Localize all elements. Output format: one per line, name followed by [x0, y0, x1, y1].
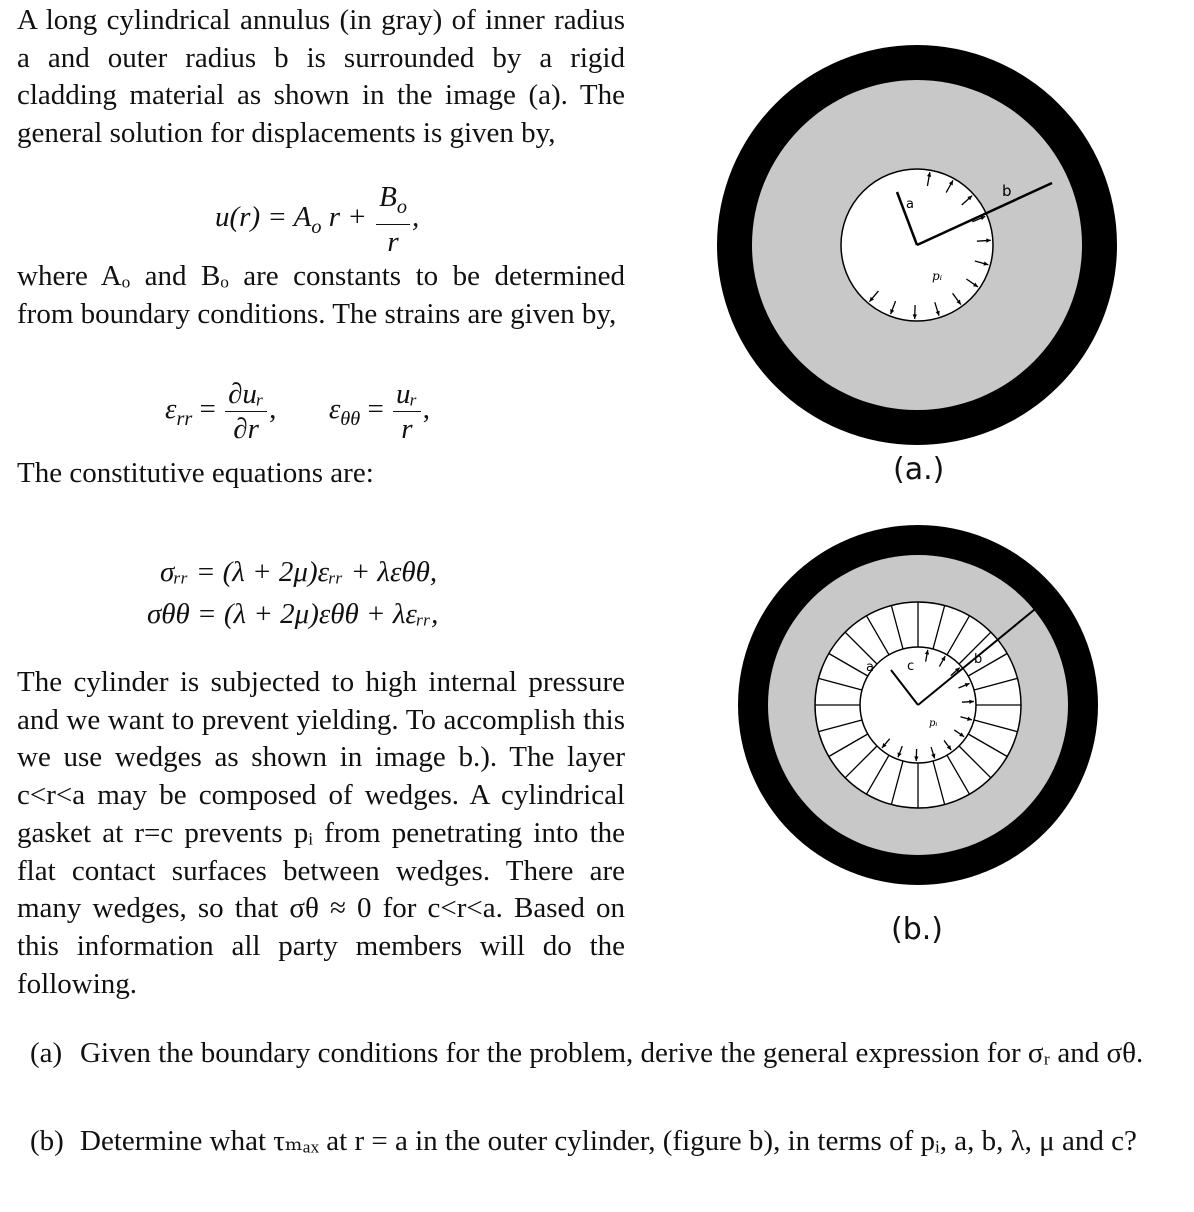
eq-u-num-sub: o	[396, 195, 407, 218]
eq-u-den: r	[387, 225, 399, 258]
figure-b-label-b: b	[974, 652, 983, 667]
question-a-label: (a)	[30, 1037, 63, 1069]
figure-a-label-b: b	[1002, 182, 1012, 200]
figure-a	[712, 40, 1122, 450]
pressure-paragraph: The cylinder is subjected to high internal pressure and we want to prevent yielding. To accomplish this we use wedges as shown in image b.). The layer c<r<a may be composed of wedges. A cylindrical gasket at r=c prevents pᵢ from penetrating into the flat contact surfaces between wedges. There are many wedges, so that σθ ≈ 0 for c<r<a. Based on this information all party members will do the following.	[17, 666, 625, 1000]
eq-ett-lhs: ε	[328, 393, 341, 426]
sigma-tt-equation: σθθ = (λ + 2μ)εθθ + λεᵣᵣ,	[147, 598, 439, 630]
eq-ett-den: r	[401, 413, 413, 445]
question-a	[30, 1034, 1180, 1072]
sigma-rr-equation: σᵣᵣ = (λ + 2μ)εᵣᵣ + λεθθ,	[160, 556, 438, 588]
figure-b	[733, 520, 1103, 890]
eq-err-num: ∂uᵣ	[225, 377, 267, 412]
eq-err-sub: rr	[176, 407, 193, 430]
eq-u-lhs-sub: o	[311, 215, 322, 238]
constitutive-heading: The constitutive equations are:	[17, 457, 374, 489]
question-a-text: Given the boundary conditions for the problem, derive the general expression for σᵣ and σθ.	[80, 1037, 1144, 1069]
question-b-text: Determine what τₘₐₓ at r = a in the outer cylinder, (figure b), in terms of pᵢ, a, b, λ, μ and c?	[80, 1125, 1137, 1157]
eq-ett-fraction	[393, 377, 421, 446]
where-paragraph: where Aₒ and Bₒ are constants to be determined from boundary conditions. The strains are given by,	[17, 260, 625, 330]
eq-u-num: B	[379, 181, 397, 213]
intro-paragraph: A long cylindrical annulus (in gray) of inner radius a and outer radius b is surrounded by a rigid cladding material as shown in the image (a). The general solution for displacements is given by,	[17, 4, 625, 150]
eq-u-fraction	[376, 180, 410, 259]
figure-b-label-p: pᵢ	[929, 718, 938, 729]
figure-b-label-a: a	[866, 660, 874, 675]
figure-b-caption: (b.)	[891, 912, 943, 947]
eq-ett-num: uᵣ	[393, 377, 421, 412]
eq-u-tail: ,	[411, 201, 420, 234]
question-b	[30, 1122, 1180, 1160]
displacement-equation	[215, 180, 419, 259]
eq-u-mid: r +	[328, 201, 367, 234]
figure-a-label-p: pᵢ	[932, 269, 943, 283]
eq-err-den: ∂r	[233, 413, 259, 445]
figure-a-label-a: a	[906, 197, 914, 212]
figure-b-label-c: c	[907, 659, 915, 674]
eq-u-lhs: u(r) = A	[215, 201, 312, 234]
figure-a-caption: (a.)	[893, 452, 945, 487]
question-b-label: (b)	[30, 1125, 64, 1157]
eq-ett-sub: θθ	[340, 407, 361, 430]
eq-err-fraction	[225, 377, 267, 446]
eq-err-lhs: ε	[165, 393, 177, 426]
strain-equations: $\varepsilon_{rr}$ = $\frac{\text{∂uᵣ}}{\partial r}$ , $\varepsilon_{\theta\theta}$ = $\frac{\text{uᵣ}}{r}$ ,	[165, 378, 430, 445]
